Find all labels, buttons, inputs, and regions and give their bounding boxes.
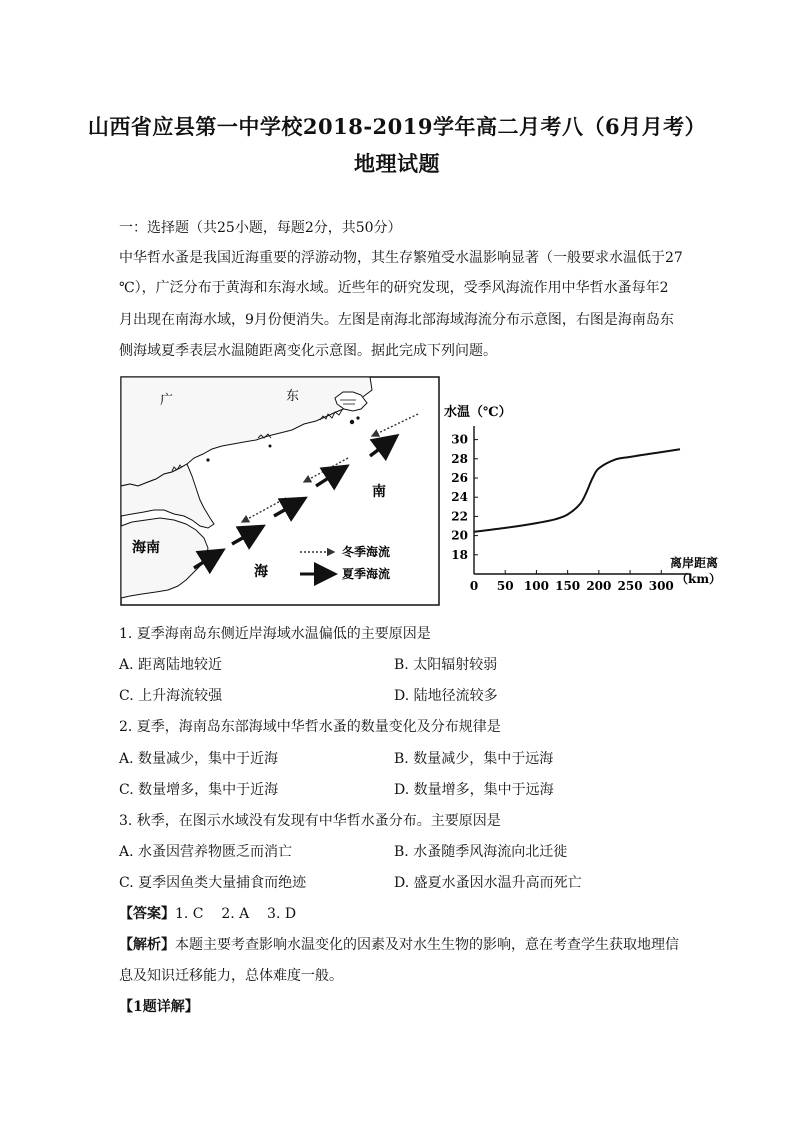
q2-option-a: A. 数量减少，集中于近海: [119, 751, 279, 767]
intro-line-1: 中华哲水蚤是我国近海重要的浮游动物，其生存繁殖受水温影响显著（一般要求水温低于27: [119, 250, 683, 266]
x-tick-label: 100: [523, 579, 549, 593]
x-tick-label: 300: [648, 579, 674, 593]
q3-option-c: C. 夏季因鱼类大量捕食而绝迹: [119, 875, 307, 891]
chart-xlabel-line1: 离岸距离: [670, 556, 719, 570]
q2-option-b: B. 数量减少，集中于远海: [394, 751, 554, 767]
y-tick-label: 26: [451, 471, 468, 485]
q3-option-b: B. 水蚤随季风海流向北迁徙: [394, 844, 568, 860]
y-tick-label: 22: [451, 509, 468, 524]
intro-line-4: 侧海域夏季表层水温随距离变化示意图。据此完成下列问题。: [119, 343, 497, 359]
y-tick-label: 18: [451, 547, 468, 562]
sea-current-map: [120, 376, 440, 606]
analysis-label: 【解析】: [119, 937, 175, 953]
intro-line-2: ℃），广泛分布于黄海和东海水域。近些年的研究发现，受季风海流作用中华哲水蚤每年2: [119, 280, 669, 296]
temp-curve: [474, 449, 680, 532]
label-dong: 东: [286, 389, 300, 404]
q3-option-d: D. 盛夏水蚤因水温升高而死亡: [394, 875, 582, 891]
answer-line: [119, 904, 296, 924]
answer-text: 1. C 2. A 3. D: [175, 906, 297, 922]
y-tick-label: 20: [451, 528, 468, 543]
legend-summer-label: 夏季海流: [342, 567, 391, 581]
page-title: 山西省应县第一中学校2018-2019学年高二月考八（6月月考）: [87, 114, 707, 139]
answer-label: 【答案】: [119, 906, 175, 922]
chart-ylabel: 水温（℃）: [444, 405, 512, 420]
q1-option-a: A. 距离陆地较近: [119, 657, 223, 673]
x-tick-label: 50: [496, 579, 514, 593]
label-hainan: 海南: [132, 540, 160, 556]
analysis-line-1: [119, 935, 679, 955]
section-heading: 一：选择题（共25小题，每题2分，共50分）: [119, 220, 402, 236]
label-guang: 广: [160, 393, 174, 408]
analysis-line-2: 息及知识迁移能力，总体难度一般。: [119, 968, 343, 984]
legend-winter-label: 冬季海流: [342, 545, 391, 559]
label-nan: 南: [372, 484, 386, 500]
question-3-stem: 3. 秋季，在图示水域没有发现有中华哲水蚤分布。主要原因是: [119, 813, 501, 829]
detail-label: 【1题详解】: [119, 999, 199, 1015]
y-tick-label: 24: [451, 490, 468, 505]
q2-option-d: D. 数量增多，集中于远海: [394, 782, 554, 798]
q1-option-b: B. 太阳辐射较弱: [394, 657, 498, 673]
x-tick-label: 0: [469, 579, 479, 593]
x-tick-label: 200: [586, 579, 612, 593]
q2-option-c: C. 数量增多，集中于近海: [119, 782, 279, 798]
q3-option-a: A. 水蚤因营养物匮乏而消亡: [119, 844, 293, 860]
label-hai: 海: [254, 564, 268, 580]
water-temp-chart: [440, 402, 740, 602]
analysis-text-1: 本题主要考查影响水温变化的因素及对水生生物的影响，意在考查学生获取地理信: [175, 937, 679, 953]
question-2-stem: 2. 夏季，海南岛东部海域中华哲水蚤的数量变化及分布规律是: [119, 719, 501, 735]
question-1-stem: 1. 夏季海南岛东侧近岸海域水温偏低的主要原因是: [119, 626, 431, 642]
page-subtitle: 地理试题: [354, 151, 440, 176]
x-tick-label: 150: [555, 579, 581, 593]
y-tick-label: 28: [451, 451, 468, 466]
chart-xlabel-line2: （km）: [676, 572, 722, 586]
q1-option-c: C. 上升海流较强: [119, 688, 223, 704]
y-tick-label: 30: [451, 432, 468, 447]
intro-line-3: 月出现在南海水域，9月份便消失。左图是南海北部海域海流分布示意图，右图是海南岛东: [119, 312, 674, 328]
q1-option-d: D. 陆地径流较多: [394, 688, 498, 704]
x-tick-label: 250: [617, 579, 643, 593]
